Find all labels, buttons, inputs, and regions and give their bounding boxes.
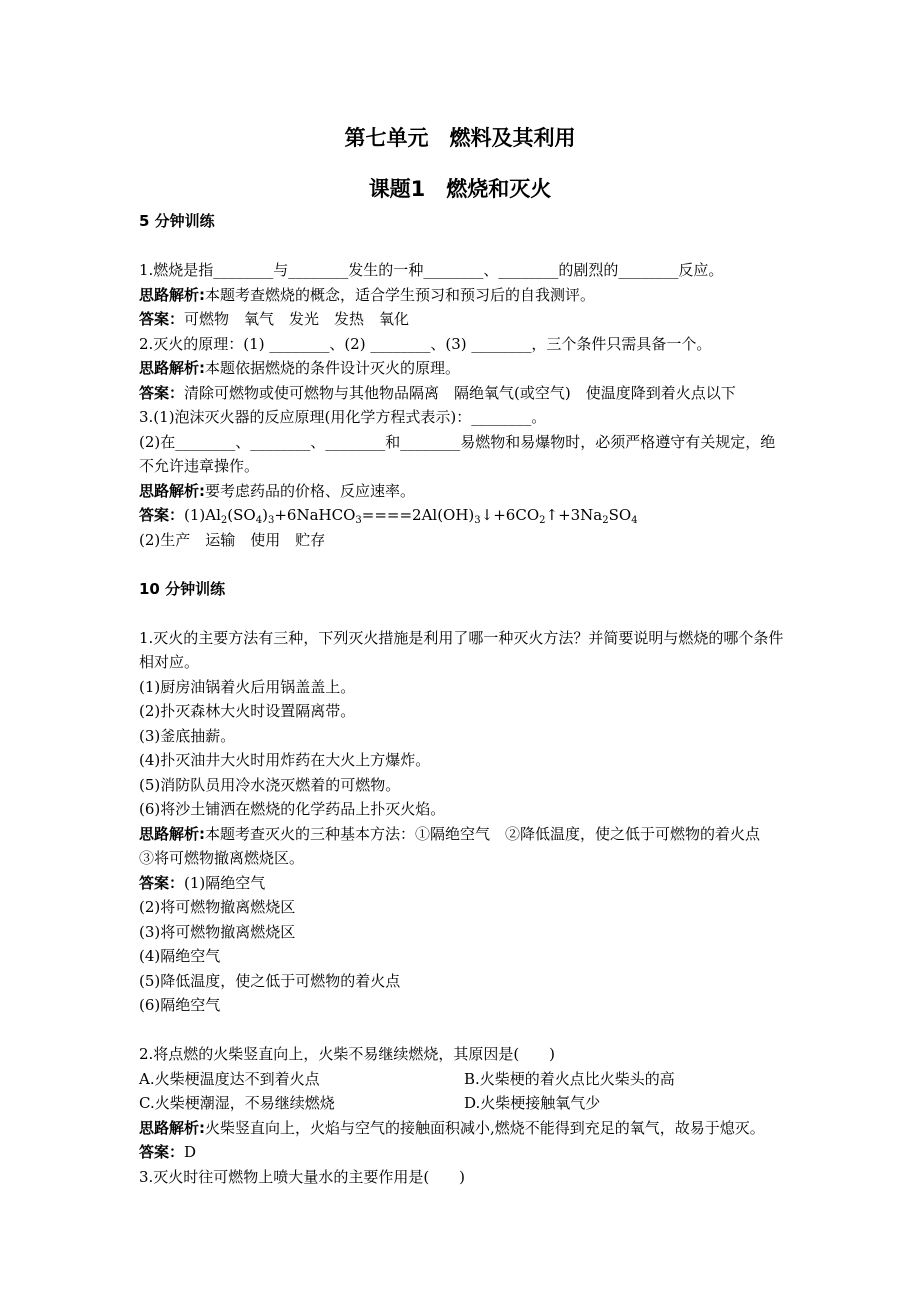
question-text: 3.(1)泡沫灭火器的反应原理(用化学方程式表示)：________。 [139, 408, 547, 426]
analysis-text: 本题依据燃烧的条件设计灭火的原理。 [205, 359, 461, 377]
answer-text: 可燃物 氧气 发光 发热 氧化 [184, 310, 410, 328]
answer-line [139, 381, 789, 406]
list-item: (5)消防队员用冷水浇灭燃着的可燃物。 [139, 775, 401, 794]
answer-label: 答案： [139, 506, 185, 524]
analysis-label: 思路解析: [139, 824, 205, 843]
list-item: (3)釜底抽薪。 [139, 726, 236, 745]
analysis-line [139, 479, 789, 504]
answer-line [139, 307, 789, 332]
section-heading-5min: 5 分钟训练 [139, 212, 215, 230]
chemical-equation: $(1)Al_2(SO_4)_3+6NaHCO_3====2Al(OH)_3↓+6CO_2↑+3Na_2SO_4$ [184, 506, 638, 526]
answer-item: (5)降低温度，使之低于可燃物的着火点 [139, 971, 401, 990]
analysis-line [139, 356, 789, 381]
answer-label: 答案： [139, 1143, 185, 1161]
options-row [139, 1067, 789, 1092]
answer-item: (2)将可燃物撤离燃烧区 [139, 898, 296, 916]
answer-label: 答案： [139, 873, 185, 892]
analysis-line [139, 1116, 789, 1141]
analysis-label: 思路解析: [139, 1118, 205, 1137]
spacer [139, 552, 789, 577]
answer-text: (2)生产 运输 使用 贮存 [139, 530, 326, 549]
analysis-label: 思路解析: [139, 359, 205, 377]
answer-item: (3)将可燃物撤离燃烧区 [139, 922, 296, 941]
analysis-text: 本题考查燃烧的概念，适合学生预习和预习后的自我测评。 [205, 285, 596, 304]
spacer [139, 601, 789, 626]
question-text: 1.灭火的主要方法有三种，下列灭火措施是利用了哪一种灭火方法？并简要说明与燃烧的哪个条件相对应。 [139, 628, 784, 671]
answer-text: 清除可燃物或使可燃物与其他物品隔离 隔绝氧气(或空气) 使温度降到着火点以下 [184, 383, 736, 402]
question-text: 2.灭火的原理：(1) ________、(2) ________、(3) ________，三个条件只需具备一个。 [139, 334, 712, 353]
page-title: 第七单元 燃料及其利用 [344, 126, 576, 150]
answer-line [139, 871, 789, 896]
list-item: (1)厨房油锅着火后用锅盖盖上。 [139, 677, 356, 696]
option-a: A.火柴梗温度达不到着火点 [139, 1069, 320, 1088]
answer-line [139, 1140, 789, 1165]
question-text: (2)在________、________、________和________易燃物和易爆物时，必须严格遵守有关规定，绝不允许违章操作。 [139, 432, 776, 475]
analysis-text: 要考虑药品的价格、反应速率。 [205, 481, 416, 500]
document-body [139, 209, 789, 1189]
analysis-line [139, 822, 789, 871]
analysis-label: 思路解析: [139, 285, 205, 304]
answer-item: (4)隔绝空气 [139, 947, 221, 965]
option-c: C.火柴梗潮湿，不易继续燃烧 [139, 1094, 335, 1112]
question-text: 2.将点燃的火柴竖直向上，火柴不易继续燃烧，其原因是( ) [139, 1045, 556, 1063]
question-text: 3.灭火时往可燃物上喷大量水的主要作用是( ) [139, 1167, 466, 1186]
answer-text: D [184, 1143, 197, 1161]
options-row [139, 1091, 789, 1116]
answer-item [139, 1018, 789, 1043]
option-b: B.火柴梗的着火点比火柴头的高 [464, 1069, 675, 1088]
answer-label: 答案： [139, 310, 185, 328]
section-heading-10min: 10 分钟训练 [139, 579, 226, 598]
question-text: 1.燃烧是指________与________发生的一种________、________的剧烈的________反应。 [139, 261, 724, 279]
spacer [139, 234, 789, 259]
analysis-label: 思路解析: [139, 481, 205, 500]
list-item: (6)将沙土铺洒在燃烧的化学药品上扑灭火焰。 [139, 800, 446, 818]
analysis-text: 本题考查灭火的三种基本方法：①隔绝空气 ②降低温度，使之低于可燃物的着火点 ③将可燃物撤离燃烧区。 [139, 824, 776, 867]
answer-label: 答案： [139, 383, 185, 402]
list-item: (2)扑灭森林大火时设置隔离带。 [139, 702, 356, 720]
answer-text: (1)隔绝空气 [184, 873, 266, 892]
page-subtitle: 课题1 燃烧和灭火 [368, 177, 552, 201]
list-item: (4)扑灭油井大火时用炸药在大火上方爆炸。 [139, 751, 431, 769]
option-d: D.火柴梗接触氧气少 [464, 1094, 601, 1112]
answer-item: (6)隔绝空气 [139, 996, 221, 1014]
answer-line-equation [139, 503, 789, 528]
analysis-line [139, 283, 789, 308]
analysis-text: 火柴竖直向上，火焰与空气的接触面积减小,燃烧不能得到充足的氧气，故易于熄灭。 [205, 1118, 765, 1137]
